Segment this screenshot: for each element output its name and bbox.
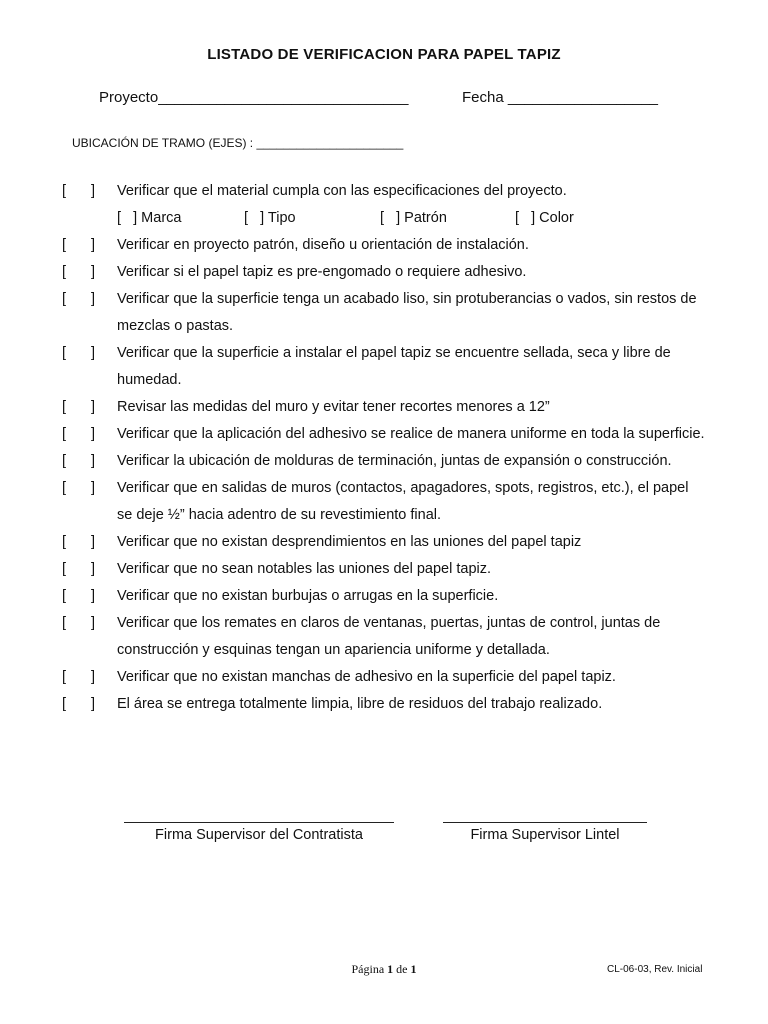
ubicacion-field: UBICACIÓN DE TRAMO (EJES) : ______________________ (72, 136, 404, 150)
checklist-item-text: Verificar que en salidas de muros (contactos, apagadores, spots, registros, etc.), el papel se deje ½” hacia adentro de su revestimiento final. (117, 480, 689, 523)
checklist-item (0, 178, 768, 205)
checklist-item (0, 448, 768, 475)
signature-label: Firma Supervisor del Contratista (155, 827, 363, 843)
checklist-item-text: Verificar que la superficie tenga un acabado liso, sin protuberancias o vados, sin restos de mezclas o pastas. (117, 291, 697, 334)
checkbox-open-bracket[interactable]: [ (62, 237, 67, 253)
signature-lintel (443, 822, 647, 843)
signature-line (443, 822, 647, 823)
document-title: LISTADO DE VERIFICACION PARA PAPEL TAPIZ (207, 46, 561, 63)
checklist-item (0, 340, 768, 394)
checklist-item (0, 259, 768, 286)
checkbox-close-bracket[interactable]: ] (91, 588, 96, 604)
checklist-item (0, 691, 768, 718)
checkbox-open-bracket[interactable]: [ (62, 588, 67, 604)
checklist-item-text: Verificar que los remates en claros de ventanas, puertas, juntas de control, juntas de construcción y esquinas tengan un apariencia uniforme y detallada. (117, 615, 661, 658)
checkbox-close-bracket[interactable]: ] (91, 696, 96, 712)
checkbox-open-bracket[interactable]: [ (62, 345, 67, 361)
checklist-item-text: Verificar que el material cumpla con las especificaciones del proyecto. (117, 183, 567, 199)
checklist-item-text: Verificar la ubicación de molduras de terminación, juntas de expansión o construcción. (117, 453, 672, 469)
checkbox-close-bracket[interactable]: ] (91, 237, 96, 253)
checkbox-close-bracket[interactable]: ] (91, 399, 96, 415)
checklist-item-text: Verificar que la aplicación del adhesivo se realice de manera uniforme en toda la superficie. (117, 426, 705, 442)
checklist-item-text: Verificar en proyecto patrón, diseño u orientación de instalación. (117, 237, 529, 253)
checkbox-open-bracket[interactable]: [ (62, 183, 67, 199)
checkbox-open-bracket[interactable]: [ (62, 696, 67, 712)
sub-option-patron[interactable]: [ ] Patrón (380, 210, 447, 226)
sub-option-marca[interactable]: [ ] Marca (117, 210, 182, 226)
checkbox-open-bracket[interactable]: [ (62, 426, 67, 442)
checkbox-open-bracket[interactable]: [ (62, 534, 67, 550)
checkbox-open-bracket[interactable]: [ (62, 291, 67, 307)
checklist-item (0, 556, 768, 583)
checkbox-close-bracket[interactable]: ] (91, 291, 96, 307)
checklist-item (0, 475, 768, 529)
checkbox-open-bracket[interactable]: [ (62, 561, 67, 577)
checklist-item-text: Verificar que no existan manchas de adhesivo en la superficie del papel tapiz. (117, 669, 616, 685)
checkbox-open-bracket[interactable]: [ (62, 399, 67, 415)
checkbox-close-bracket[interactable]: ] (91, 426, 96, 442)
signature-label: Firma Supervisor Lintel (470, 827, 620, 843)
signature-contratista (124, 822, 394, 843)
sub-option-tipo[interactable]: [ ] Tipo (244, 210, 296, 226)
checkbox-open-bracket[interactable]: [ (62, 669, 67, 685)
checkbox-close-bracket[interactable]: ] (91, 183, 96, 199)
sub-option-color[interactable]: [ ] Color (515, 210, 574, 226)
checkbox-close-bracket[interactable]: ] (91, 615, 96, 631)
signature-line (124, 822, 394, 823)
checkbox-close-bracket[interactable]: ] (91, 453, 96, 469)
checklist-item (0, 583, 768, 610)
checklist-item (0, 232, 768, 259)
checkbox-close-bracket[interactable]: ] (91, 534, 96, 550)
checklist-item (0, 394, 768, 421)
fecha-field: Fecha __________________ (462, 89, 659, 106)
checklist-item-text: Verificar que no sean notables las uniones del papel tapiz. (117, 561, 492, 577)
checklist-item (0, 529, 768, 556)
page-current: 1 (387, 962, 394, 976)
checkbox-close-bracket[interactable]: ] (91, 561, 96, 577)
checklist-item-text: Verificar si el papel tapiz es pre-engomado o requiere adhesivo. (117, 264, 527, 280)
checklist-item-text: Revisar las medidas del muro y evitar tener recortes menores a 12” (117, 399, 550, 415)
checkbox-open-bracket[interactable]: [ (62, 615, 67, 631)
checkbox-open-bracket[interactable]: [ (62, 264, 67, 280)
checklist-item-text: Verificar que no existan desprendimientos en las uniones del papel tapiz (117, 534, 582, 550)
checkbox-close-bracket[interactable]: ] (91, 669, 96, 685)
checkbox-open-bracket[interactable]: [ (62, 480, 67, 496)
checklist-item-text: El área se entrega totalmente limpia, libre de residuos del trabajo realizado. (117, 696, 603, 712)
de-word: de (396, 962, 408, 976)
checklist-item (0, 664, 768, 691)
checklist-item-text: Verificar que no existan burbujas o arrugas en la superficie. (117, 588, 499, 604)
pagina-word: Página (351, 962, 385, 976)
proyecto-field: Proyecto______________________________ (99, 89, 409, 106)
document-code: CL-06-03, Rev. Inicial (607, 964, 703, 975)
checklist-item-text: Verificar que la superficie a instalar el papel tapiz se encuentre sellada, seca y libre de humedad. (117, 345, 671, 388)
checkbox-open-bracket[interactable]: [ (62, 453, 67, 469)
checklist-item (0, 610, 768, 664)
checklist-item (0, 286, 768, 340)
checkbox-close-bracket[interactable]: ] (91, 264, 96, 280)
checkbox-close-bracket[interactable]: ] (91, 480, 96, 496)
material-sub-options (0, 205, 768, 232)
checklist-item (0, 421, 768, 448)
page-total: 1 (410, 962, 417, 976)
checkbox-close-bracket[interactable]: ] (91, 345, 96, 361)
checklist (0, 178, 768, 718)
